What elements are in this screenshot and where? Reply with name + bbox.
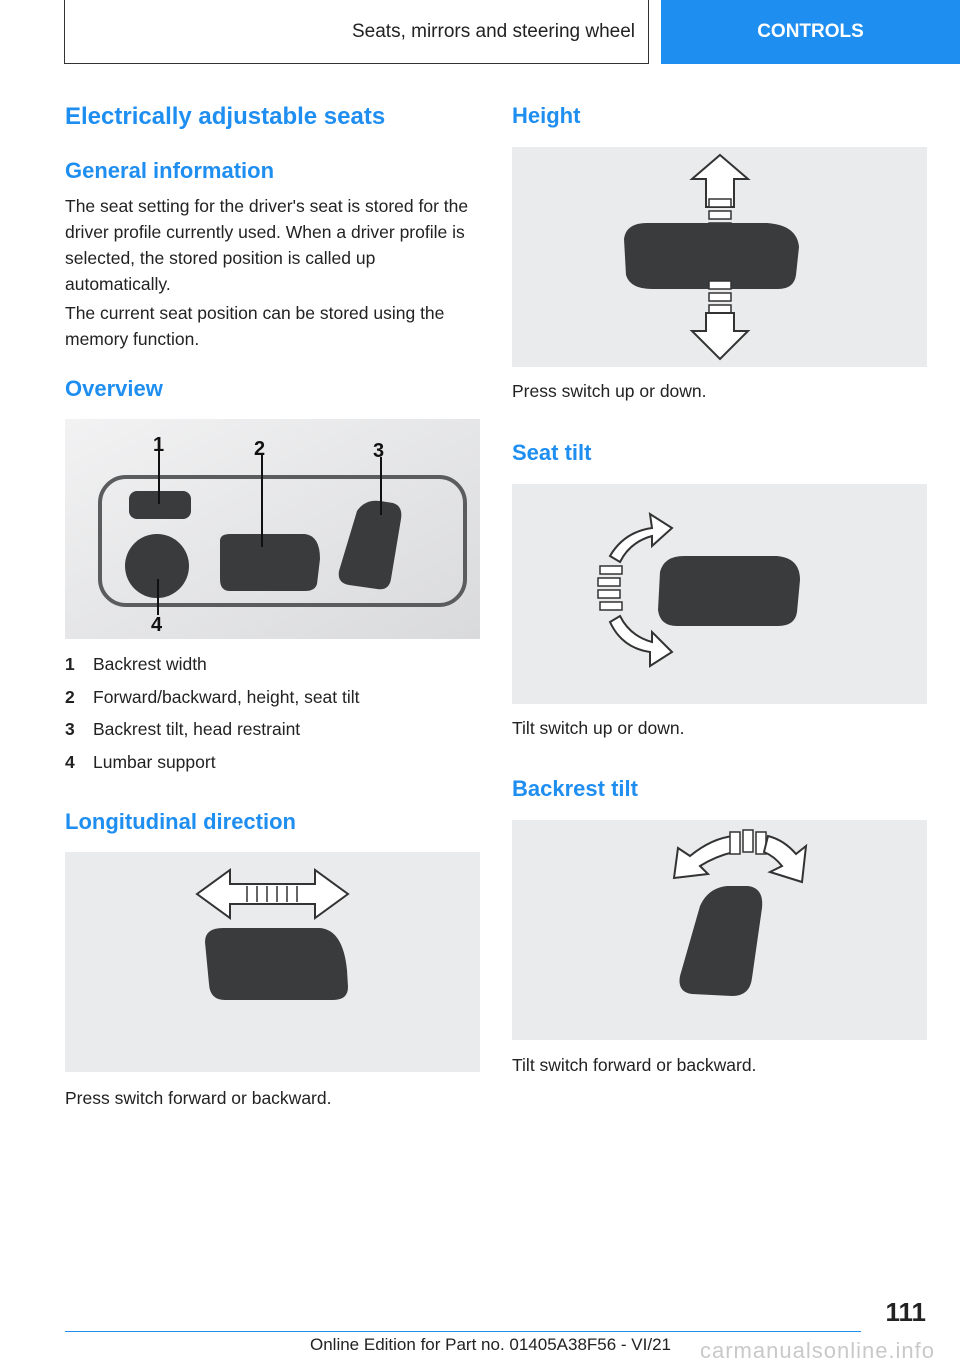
legend-item	[65, 713, 360, 746]
page-title: Electrically adjustable seats	[65, 103, 386, 130]
legend-number: 3	[65, 719, 75, 739]
general-information-paragraph-2: The current seat position can be stored using the memory function.	[65, 303, 445, 349]
overview-heading: Overview	[65, 376, 163, 401]
curved-arrow-down-icon	[610, 616, 672, 666]
legend-text: Forward/backward, height, seat tilt	[93, 686, 360, 707]
seat-tilt-caption: Tilt switch up or down.	[512, 718, 685, 738]
callout-2: 2	[254, 438, 266, 460]
longitudinal-direction-heading: Longitudinal direction	[65, 809, 296, 834]
longitudinal-direction-caption: Press switch forward or backward.	[65, 1088, 332, 1108]
arrow-down-icon	[692, 313, 748, 359]
height-figure	[512, 147, 927, 367]
seat-controls-illustration	[65, 419, 480, 639]
seat-switch	[624, 223, 799, 289]
legend-item	[65, 648, 360, 681]
backrest-switch	[680, 886, 763, 996]
legend-text: Lumbar support	[93, 751, 216, 772]
longitudinal-direction-figure	[65, 852, 480, 1072]
callout-3: 3	[373, 440, 385, 462]
overview-legend	[65, 648, 360, 778]
curved-arrow-forward-icon	[764, 836, 806, 882]
callout-4: 4	[151, 614, 163, 636]
curved-arrow-up-icon	[610, 514, 672, 562]
seat-tilt-heading: Seat tilt	[512, 440, 592, 465]
backrest-tilt-figure	[512, 820, 927, 1040]
general-information-heading: General information	[65, 158, 275, 183]
backrest-tilt-caption: Tilt switch forward or backward.	[512, 1055, 757, 1075]
chapter-tab[interactable]: CONTROLS	[661, 0, 960, 64]
section-title: Seats, mirrors and steering wheel	[351, 21, 635, 42]
legend-number: 1	[65, 654, 75, 674]
height-heading: Height	[512, 103, 581, 128]
legend-number: 4	[65, 751, 75, 772]
seat-tilt-figure	[512, 484, 927, 704]
seat-switch	[205, 928, 348, 1000]
edition-text: Online Edition for Part no. 01405A38F56 - VI/21	[310, 1335, 672, 1354]
page-number: 111	[885, 1297, 926, 1327]
legend-text: Backrest width	[93, 654, 207, 674]
double-arrow-horizontal-icon	[197, 870, 348, 918]
watermark: carmanualsonline.info	[700, 1338, 936, 1363]
legend-text: Backrest tilt, head restraint	[93, 719, 301, 739]
seat-switch	[220, 534, 320, 591]
height-caption: Press switch up or down.	[512, 381, 707, 401]
callout-1: 1	[153, 434, 165, 456]
legend-item	[65, 746, 360, 779]
backrest-tilt-heading: Backrest tilt	[512, 776, 638, 801]
curved-arrow-back-icon	[674, 836, 734, 878]
legend-number: 2	[65, 686, 75, 707]
overview-seat-controls-figure	[65, 419, 480, 639]
legend-item	[65, 681, 360, 714]
seat-switch	[658, 556, 800, 626]
general-information-paragraph-1: The seat setting for the driver's seat is stored for the driver profile currently used. When a driver profile is selected, the stored position is called up automatically.	[65, 196, 469, 294]
footer-divider	[65, 1331, 861, 1332]
